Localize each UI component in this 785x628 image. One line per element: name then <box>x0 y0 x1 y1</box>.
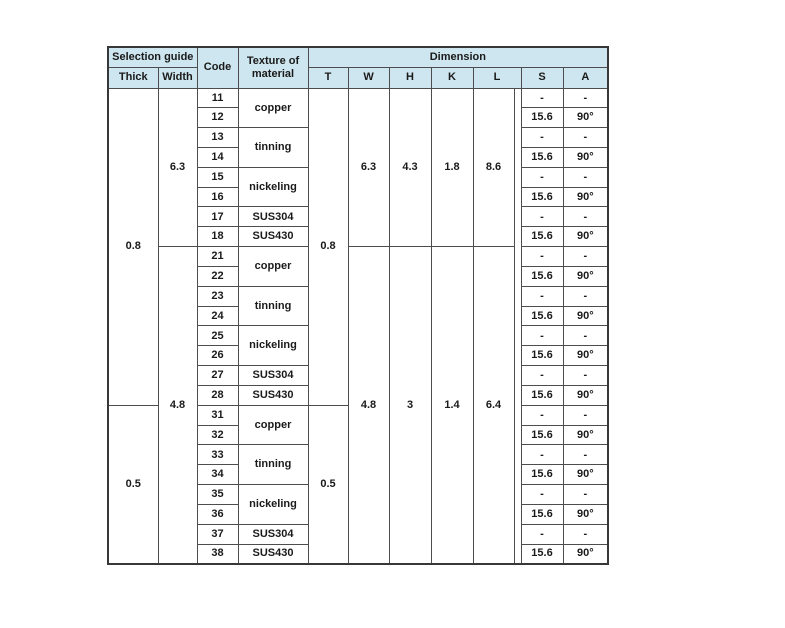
header-row-1 <box>108 47 608 67</box>
cell-code: 15 <box>197 167 238 187</box>
cell-texture: SUS304 <box>238 207 308 227</box>
cell-a: - <box>563 405 608 425</box>
table-row <box>108 88 608 108</box>
cell-code: 36 <box>197 504 238 524</box>
header-dimension: Dimension <box>308 47 608 67</box>
cell-code: 33 <box>197 445 238 465</box>
cell-code: 37 <box>197 524 238 544</box>
cell-t: 0.8 <box>308 88 348 405</box>
cell-s: - <box>521 247 563 267</box>
cell-s: - <box>521 445 563 465</box>
cell-a: 90° <box>563 385 608 405</box>
cell-code: 12 <box>197 108 238 128</box>
cell-texture: tinning <box>238 445 308 485</box>
cell-a: - <box>563 485 608 505</box>
cell-s: 15.6 <box>521 227 563 247</box>
cell-code: 32 <box>197 425 238 445</box>
header-width: Width <box>158 67 197 88</box>
header-dim-s: S <box>521 67 563 88</box>
cell-s: - <box>521 405 563 425</box>
cell-code: 11 <box>197 88 238 108</box>
cell-s: - <box>521 286 563 306</box>
cell-code: 34 <box>197 465 238 485</box>
cell-k: 1.4 <box>431 247 473 564</box>
cell-code: 26 <box>197 346 238 366</box>
cell-a: 90° <box>563 504 608 524</box>
cell-w: 4.8 <box>348 247 389 564</box>
cell-code: 21 <box>197 247 238 267</box>
header-texture <box>238 47 308 88</box>
cell-a: - <box>563 326 608 346</box>
cell-texture: copper <box>238 247 308 287</box>
header-code: Code <box>197 47 238 88</box>
cell-s: 15.6 <box>521 346 563 366</box>
header-thick: Thick <box>108 67 158 88</box>
header-texture-line2: material <box>251 67 295 80</box>
cell-a: - <box>563 445 608 465</box>
cell-s: - <box>521 485 563 505</box>
cell-t: 0.5 <box>308 405 348 564</box>
spacer-gap <box>514 88 521 564</box>
cell-code: 16 <box>197 187 238 207</box>
cell-a: - <box>563 167 608 187</box>
cell-s: 15.6 <box>521 425 563 445</box>
cell-a: - <box>563 247 608 267</box>
cell-thick: 0.8 <box>108 88 158 405</box>
cell-width: 4.8 <box>158 247 197 564</box>
cell-texture: tinning <box>238 128 308 168</box>
cell-a: 90° <box>563 306 608 326</box>
cell-code: 14 <box>197 147 238 167</box>
header-dim-h: H <box>389 67 431 88</box>
cell-w: 6.3 <box>348 88 389 247</box>
cell-a: - <box>563 366 608 386</box>
cell-s: 15.6 <box>521 266 563 286</box>
cell-a: - <box>563 286 608 306</box>
cell-s: 15.6 <box>521 465 563 485</box>
header-dim-l: L <box>473 67 521 88</box>
cell-a: 90° <box>563 544 608 564</box>
cell-code: 22 <box>197 266 238 286</box>
table-body <box>108 88 608 564</box>
cell-s: - <box>521 88 563 108</box>
cell-a: 90° <box>563 227 608 247</box>
header-dim-a: A <box>563 67 608 88</box>
cell-s: - <box>521 524 563 544</box>
cell-code: 23 <box>197 286 238 306</box>
cell-texture: SUS430 <box>238 227 308 247</box>
header-dim-k: K <box>431 67 473 88</box>
cell-h: 4.3 <box>389 88 431 247</box>
cell-texture: nickeling <box>238 326 308 366</box>
table-header <box>108 47 608 88</box>
cell-texture: copper <box>238 88 308 128</box>
cell-texture: nickeling <box>238 167 308 207</box>
cell-code: 24 <box>197 306 238 326</box>
cell-a: - <box>563 88 608 108</box>
cell-h: 3 <box>389 247 431 564</box>
cell-width: 6.3 <box>158 88 197 247</box>
cell-a: 90° <box>563 187 608 207</box>
cell-a: 90° <box>563 465 608 485</box>
cell-s: 15.6 <box>521 147 563 167</box>
cell-s: - <box>521 366 563 386</box>
dimension-spec-table <box>107 46 609 565</box>
cell-a: 90° <box>563 346 608 366</box>
cell-s: - <box>521 167 563 187</box>
cell-texture: SUS304 <box>238 524 308 544</box>
cell-texture: SUS430 <box>238 544 308 564</box>
cell-code: 17 <box>197 207 238 227</box>
cell-texture: SUS430 <box>238 385 308 405</box>
cell-s: 15.6 <box>521 108 563 128</box>
cell-a: 90° <box>563 425 608 445</box>
cell-code: 35 <box>197 485 238 505</box>
table-row <box>108 247 608 267</box>
cell-texture: nickeling <box>238 485 308 525</box>
cell-a: 90° <box>563 147 608 167</box>
cell-code: 28 <box>197 385 238 405</box>
cell-s: 15.6 <box>521 187 563 207</box>
cell-s: - <box>521 326 563 346</box>
cell-code: 25 <box>197 326 238 346</box>
cell-l: 6.4 <box>473 247 514 564</box>
cell-s: - <box>521 128 563 148</box>
cell-code: 27 <box>197 366 238 386</box>
cell-texture: tinning <box>238 286 308 326</box>
cell-s: 15.6 <box>521 504 563 524</box>
cell-k: 1.8 <box>431 88 473 247</box>
cell-a: - <box>563 128 608 148</box>
cell-l: 8.6 <box>473 88 514 247</box>
cell-s: 15.6 <box>521 385 563 405</box>
header-dim-w: W <box>348 67 389 88</box>
cell-code: 31 <box>197 405 238 425</box>
header-row-2 <box>108 67 608 88</box>
cell-texture: copper <box>238 405 308 445</box>
header-selection-guide: Selection guide <box>108 47 197 67</box>
cell-a: - <box>563 524 608 544</box>
cell-code: 13 <box>197 128 238 148</box>
cell-s: 15.6 <box>521 544 563 564</box>
cell-code: 18 <box>197 227 238 247</box>
cell-thick: 0.5 <box>108 405 158 564</box>
cell-a: 90° <box>563 108 608 128</box>
cell-s: - <box>521 207 563 227</box>
header-texture-line1: Texture of <box>246 55 300 68</box>
cell-a: 90° <box>563 266 608 286</box>
cell-a: - <box>563 207 608 227</box>
cell-s: 15.6 <box>521 306 563 326</box>
header-dim-t: T <box>308 67 348 88</box>
cell-texture: SUS304 <box>238 366 308 386</box>
cell-code: 38 <box>197 544 238 564</box>
